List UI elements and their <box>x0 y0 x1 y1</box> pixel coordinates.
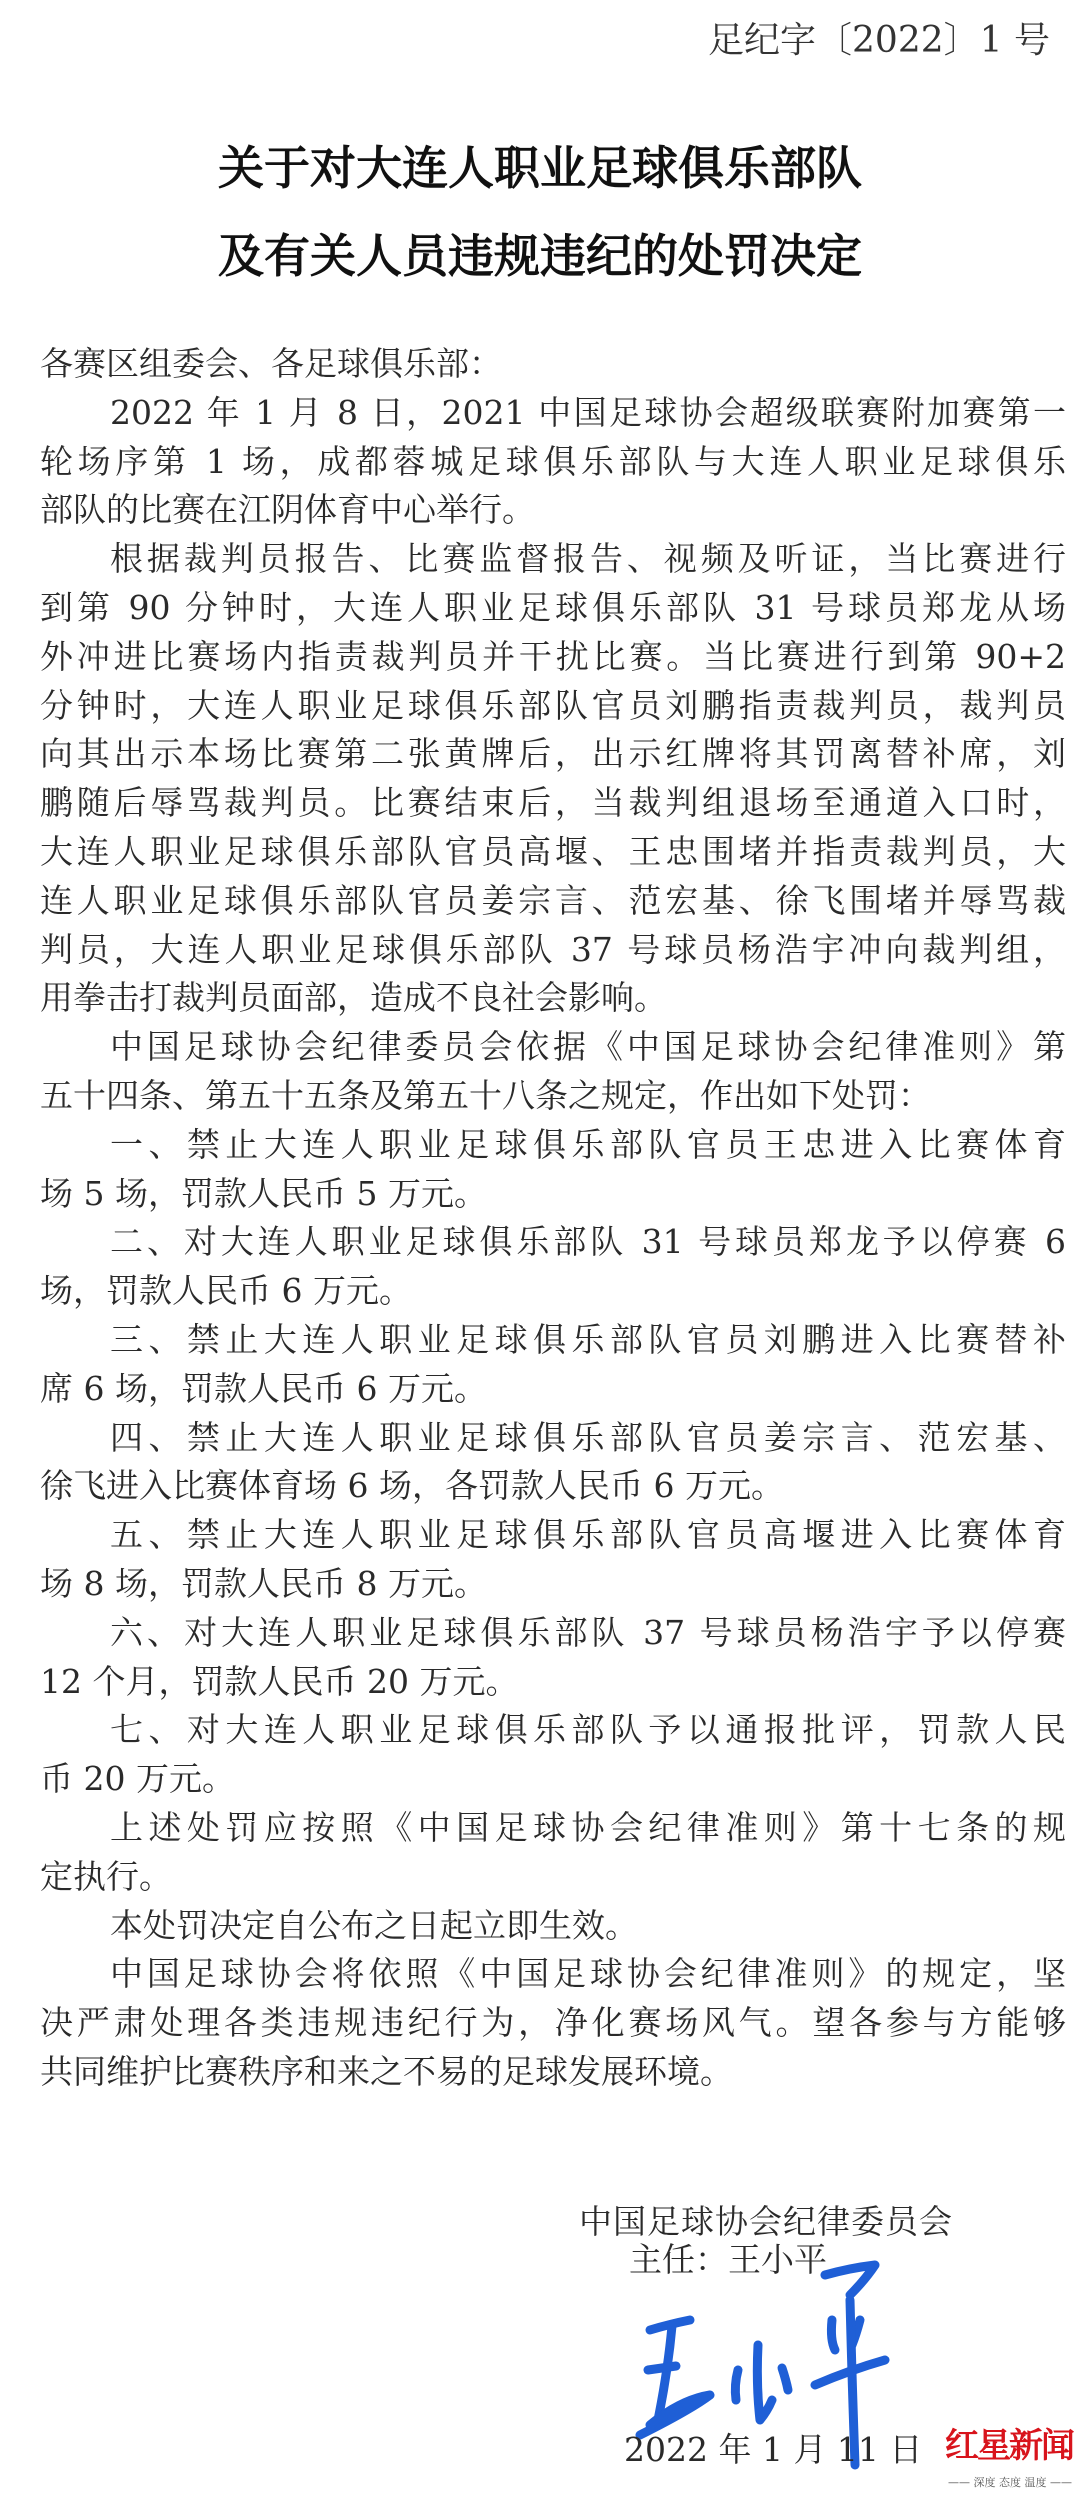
issue-date: 2022 年 1 月 11 日 <box>624 2430 923 2469</box>
body-text-line: 二、对大连人职业足球俱乐部队 31 号球员郑龙予以停赛 6 <box>110 1222 1066 1262</box>
document-body <box>40 340 1066 2097</box>
body-text-line: 轮场序第 1 场，成都蓉城足球俱乐部队与大连人职业足球俱乐 <box>40 441 1066 481</box>
body-text-line: 本处罚决定自公布之日起立即生效。 <box>110 1905 638 1945</box>
body-text-line: 用拳击打裁判员面部，造成不良社会影响。 <box>40 978 667 1018</box>
document-title-line-1: 关于对大连人职业足球俱乐部队 <box>218 141 862 195</box>
body-text-line: 上述处罚应按照《中国足球协会纪律准则》第十七条的规 <box>110 1807 1066 1847</box>
body-text-line: 一、禁止大连人职业足球俱乐部队官员王忠进入比赛体育 <box>110 1124 1066 1164</box>
body-text-line: 分钟时，大连人职业足球俱乐部队官员刘鹏指责裁判员，裁判员 <box>40 685 1066 725</box>
body-text-line: 五十四条、第五十五条及第五十八条之规定，作出如下处罚： <box>40 1075 931 1115</box>
signature-stroke <box>825 2265 875 2295</box>
body-text-line: 六、对大连人职业足球俱乐部队 37 号球员杨浩宇予以停赛 <box>110 1612 1066 1652</box>
body-text-line: 外冲进比赛场内指责裁判员并干扰比赛。当比赛进行到第 90+2 <box>40 636 1066 676</box>
body-text-line: 到第 90 分钟时，大连人职业足球俱乐部队 31 号球员郑龙从场 <box>40 587 1066 627</box>
body-text-line: 向其出示本场比赛第二张黄牌后，出示红牌将其罚离替补席，刘 <box>40 734 1066 774</box>
body-text-line: 中国足球协会将依照《中国足球协会纪律准则》的规定，坚 <box>110 1954 1066 1994</box>
body-text-line: 2022 年 1 月 8 日，2021 中国足球协会超级联赛附加赛第一 <box>110 392 1066 432</box>
body-text-line: 根据裁判员报告、比赛监督报告、视频及听证，当比赛进行 <box>110 539 1066 579</box>
body-text-line: 徐飞进入比赛体育场 6 场，各罚款人民币 6 万元。 <box>40 1466 784 1506</box>
news-watermark-logo <box>945 2418 1075 2503</box>
body-text-line: 各赛区组委会、各足球俱乐部： <box>40 344 502 383</box>
body-text-line: 五、禁止大连人职业足球俱乐部队官员高堰进入比赛体育 <box>110 1515 1066 1555</box>
watermark-slogan: —— 深度 态度 温度 —— <box>948 2476 1072 2489</box>
watermark-brand: 红星新闻 <box>945 2426 1073 2466</box>
signature-stroke <box>757 2345 772 2420</box>
body-text-line: 部队的比赛在江阴体育中心举行。 <box>40 490 535 530</box>
body-text-line: 中国足球协会纪律委员会依据《中国足球协会纪律准则》第 <box>110 1027 1066 1067</box>
body-text-line: 席 6 场，罚款人民币 6 万元。 <box>40 1368 487 1408</box>
signature-stroke <box>648 2366 676 2370</box>
issuing-organization: 中国足球协会纪律委员会 <box>579 2202 953 2241</box>
body-text-line: 连人职业足球俱乐部队官员姜宗言、范宏基、徐飞围堵并辱骂裁 <box>40 880 1066 920</box>
signature-stroke <box>831 2320 835 2350</box>
signature-stroke <box>735 2370 738 2400</box>
document-number: 足纪字〔2022〕1 号 <box>708 20 1050 61</box>
body-text-line: 三、禁止大连人职业足球俱乐部队官员刘鹏进入比赛替补 <box>110 1319 1066 1359</box>
body-text-line: 大连人职业足球俱乐部队官员高堰、王忠围堵并指责裁判员，大 <box>40 831 1066 871</box>
body-text-line: 判员，大连人职业足球俱乐部队 37 号球员杨浩宇冲向裁判组， <box>40 929 1066 969</box>
body-text-line: 四、禁止大连人职业足球俱乐部队官员姜宗言、范宏基、 <box>110 1417 1066 1457</box>
body-text-line: 场 8 场，罚款人民币 8 万元。 <box>40 1563 487 1603</box>
chief-name: 主任：王小平 <box>629 2240 827 2279</box>
body-text-line: 鹏随后辱骂裁判员。比赛结束后，当裁判组退场至通道入口时， <box>40 783 1066 823</box>
body-text-line: 定执行。 <box>40 1856 172 1896</box>
body-text-line: 币 20 万元。 <box>40 1759 235 1799</box>
document-title-line-2: 及有关人员违规违纪的处罚决定 <box>218 229 862 283</box>
body-text-line: 场，罚款人民币 6 万元。 <box>40 1271 412 1311</box>
body-text-line: 七、对大连人职业足球俱乐部队予以通报批评，罚款人民 <box>110 1710 1066 1750</box>
body-text-line: 场 5 场，罚款人民币 5 万元。 <box>40 1173 487 1213</box>
body-text-line: 12 个月，罚款人民币 20 万元。 <box>40 1661 519 1701</box>
body-text-line: 共同维护比赛秩序和来之不易的足球发展环境。 <box>40 2051 733 2091</box>
signature-stroke <box>782 2368 788 2390</box>
body-text-line: 决严肃处理各类违规违纪行为，净化赛场风气。望各参与方能够 <box>40 2003 1066 2043</box>
